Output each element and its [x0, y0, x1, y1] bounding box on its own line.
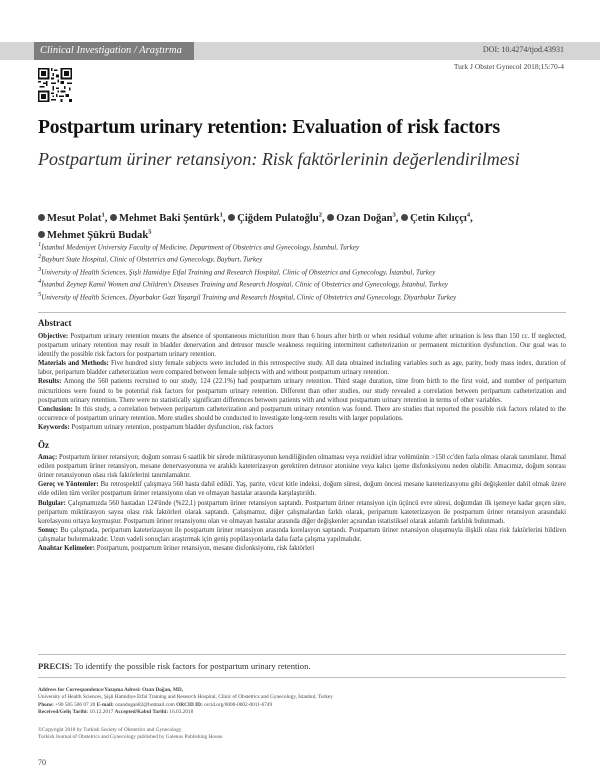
affiliation: $^3$University of Health Sciences, Şişli Hamidiye Etfal Training and Research Hospital, Clinic of Obstetrics and Gynecology, İstanbul, Turkey: [38, 265, 436, 277]
precis: [38, 654, 566, 678]
affiliations: [38, 240, 578, 302]
affiliation: $^5$University of Health Sciences, Diyarbakır Gazi Yaşargil Training and Research Hospital, Clinic of Obstetrics and Gynecology, Diyarbakır Turkey: [38, 290, 457, 302]
qr-code-icon: [38, 68, 72, 102]
affiliation: $^4$İstanbul Zeynep Kamil Women and Children's Diseases Training and Research Hospital, Clinic of Obstetrics and Gynecology, İstanbul, Turkey: [38, 278, 448, 289]
author[interactable]: Mehmet Baki Şentürk$^1$,: [110, 213, 226, 224]
article-subtitle: Postpartum üriner retansiyon: Risk faktörlerinin değerlendirilmesi: [38, 149, 520, 169]
article-title: Postpartum urinary retention: Evaluation of risk factors: [38, 117, 500, 138]
orcid-link[interactable]: orcid.org/0000-0002-0011-6749: [204, 701, 273, 708]
doi[interactable]: DOI: 10.4274/tjod.43931: [482, 45, 564, 54]
affiliation: $^2$Bayburt State Hospital, Clinic of Obstetrics and Gynecology, Bayburt, Turkey: [38, 253, 263, 264]
precis-label: PRECIS:: [38, 661, 73, 671]
author[interactable]: Çetin Kılıççı$^4$,: [401, 213, 473, 224]
abstract-text: Objective: Postpartum urinary retention means the absence of spontaneous micturition more than 6 hours after birth or when residual volume after urination is less than 150 cc. If neglected, postpartum urinary retention may result in bladder denervation and detrusor muscle weakness requiring intermittent catheterization or permanent micturition dysfunction. Our goal was to identify the possible risk factors for postpartum urinary retention. Materials and Methods: Five hundred sixty female subjects were included in this retrospective study. All data obtained including variables such as age, parity, body mass index, duration of labor, peripartum bladder catheterization were compared between female subjects with and without postpartum urinary retention. Results: Among the 560 patients recruited to our study, 124 (22.1%) had postpartum urinary retention. Third stage duration, time from birth to the first void, and number of peripartum micturitions were found to be potential risk factors for postpartum urinary retention. Different than other studies, our study revealed a correlation between peripartum catheterization and postpartum urinary retention. There were no statistically significant differences between patients with and without postpartum urinary retention in terms of other variables. Conclusion: In this study, a correlation between peripartum catheterization and postpartum urinary retention was found. There are studies that reported the possible risk factors related to the occurrence of postpartum urinary retention. More studies should be conducted to investigate long-term results with larger populations. Keywords: Postpartum urinary retention, postpartum bladder dysfunction, risk factors: [38, 333, 567, 431]
email-link[interactable]: ozandogan82@hotmail.com: [115, 701, 175, 708]
orcid-icon[interactable]: [110, 214, 117, 221]
orcid-icon[interactable]: [327, 214, 334, 221]
oz-text: Amaç: Postpartum üriner retansiyon; doğum sonrası 6 saatlik bir sürede miktürasyonun kendiliğinden olmaması veya rezidüel idrar volümünün >150 cc'den fazla olması olarak tanımlanır. İhmal edilen postpartum üriner retansiyon, mesane denervasyonuna ve aralıklı kateterizasyon gerektiren detrusor atonisine veya kalıcı işeme disfonksiyonu neden olabilir. Amacımız, doğum sonrası üriner retansiyonun olası risk faktörlerini tanımlamaktır. Gereç ve Yöntemler: Bu retrospektif çalışmaya 560 hasta dahil edildi. Yaş, parite, vücut kitle indeksi, doğum süresi, doğum öncesi mesane kateterizasyonu gibi değişkenler dahil olmak üzere elde edilen tüm veriler postpartum üriner retansiyonu olan ve olmayan hastalar arasında karşılaştırıldı. Bulgular: Çalışmamızda 560 hastadan 124'ünde (%22,1) postpartum üriner retansiyon saptandı. Postpartum üriner retansiyon için üçüncü evre süresi, doğumdan ilk işemeye kadar geçen süre, peripartum miktürasyon sayısı olası risk faktörleri olarak saptandı. Çalışmamız, diğer çalışmalardan farklı olarak, peripartum kateterizasyon ile postpartum üriner retansiyon arasındaki korelasyonu ortaya koymuştur. Postpartum üriner retansiyonu olan ve olmayan hastalar arasında diğer değişkenler açısından istatistiksel olarak anlamlı farklılık bulunmadı. Sonuç: Bu çalışmada, peripartum kateterizasyon ile postpartum üriner retansiyon arasında korelasyon saptandı. Postpartum üriner retansiyon oluşumuyla ilişkili olası risk faktörlerini bildiren çalışmalar bulunmaktadır. Uzun vadeli sonuçları araştırmak için geniş popülasyonlarla daha fazla çalışma yapılmalıdır. Anahtar Kelimeler: Postpartum, postpartum üriner retansiyon, mesane disfonksiyonu, risk faktörleri: [38, 454, 566, 552]
orcid-icon[interactable]: [38, 214, 45, 221]
author-list: [38, 208, 568, 243]
correspondence: Address for Correspondence/Yazışma Adresi: Ozan Doğan, MD, University of Health Sciences, Şişli Hamidiye Etfal Training and Research Hospital, Clinic of Obstetrics and Gynecology, İstanbul, Turkey Phone: +90 505 506 07 20 E-mail: ozandogan82@hotmail.com ORCID ID: orcid.org/0000-0002-0011-6749 Received/Geliş Tarihi: 10.12.2017 Accepted/Kabul Tarihi: 16.03.2018: [38, 687, 333, 715]
orcid-icon[interactable]: [38, 231, 45, 238]
abstract-heading: Abstract: [38, 318, 72, 328]
journal-citation: Turk J Obstet Gynecol 2018;15:70-4: [453, 62, 564, 71]
copyright: ©Copyright 2018 by Turkish Society of Obstetrics and Gynecology Turkish Journal of Obstetrics and Gynecology published by Galenos Publishing House.: [38, 727, 224, 740]
oz-heading: Öz: [38, 440, 49, 451]
orcid-icon[interactable]: [228, 214, 235, 221]
orcid-icon[interactable]: [401, 214, 408, 221]
precis-text: To identify the possible risk factors for postpartum urinary retention.: [74, 661, 311, 671]
author[interactable]: Mehmet Şükrü Budak$^5$: [38, 230, 152, 241]
author[interactable]: Çiğdem Pulatoğlu$^2$,: [228, 213, 324, 224]
page-number: 70: [38, 758, 46, 767]
abstract-section: [38, 312, 566, 553]
author[interactable]: Ozan Doğan$^3$,: [327, 213, 398, 224]
section-label: Clinical Investigation / Araştırma: [34, 42, 194, 60]
affiliation: $^1$İstanbul Medeniyet University Faculty of Medicine, Department of Obstetrics and Gynecology, İstanbul, Turkey: [38, 241, 360, 252]
author[interactable]: Mesut Polat$^1$,: [38, 213, 107, 224]
